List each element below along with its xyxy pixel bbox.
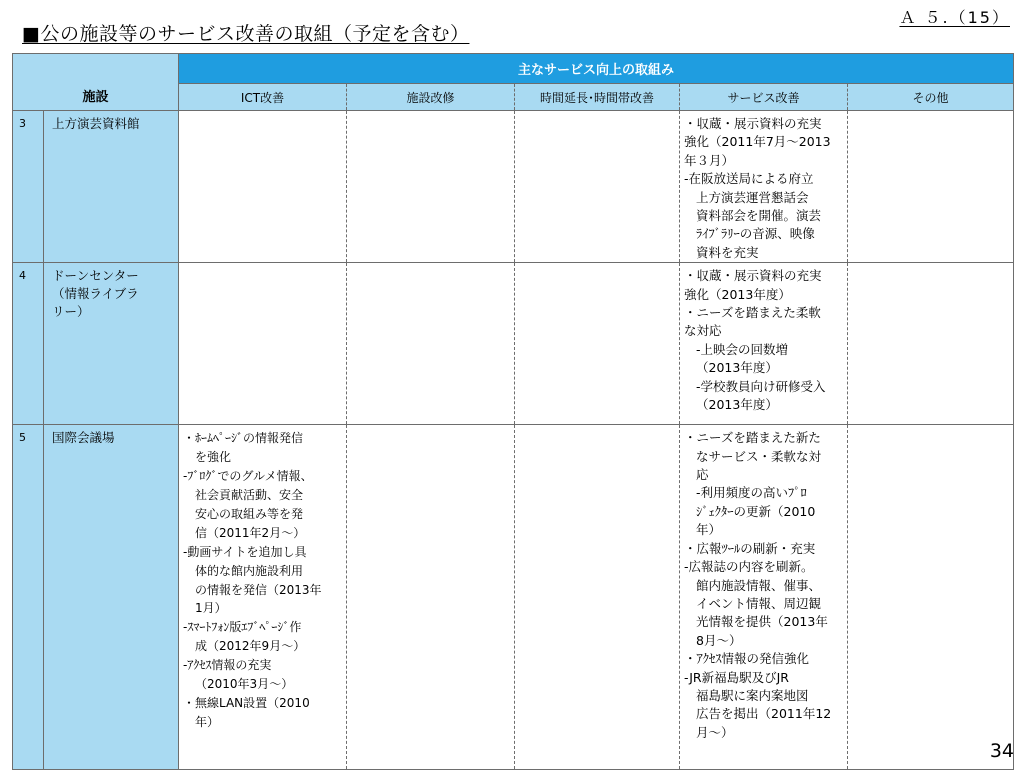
cell-text-line: 8月～） — [696, 632, 742, 648]
ict-cell — [179, 111, 347, 263]
facility-name-line: （情報ライブラ — [52, 286, 139, 302]
hours-cell — [515, 111, 680, 263]
page-number: 34 — [989, 740, 1014, 762]
page-reference: Ａ ５.（15） — [899, 8, 1010, 27]
table-row — [13, 263, 1014, 425]
column-header-facility-renovation: 施設改修 — [347, 84, 515, 111]
cell-text-line: ・ニーズを踏まえた柔軟 — [684, 305, 821, 321]
other-cell — [848, 111, 1014, 263]
table-row — [13, 425, 1014, 770]
cell-text-line: -動画サイトを追加し具 — [183, 544, 307, 559]
cell-text-line: ・ﾎｰﾑﾍﾟｰｼﾞの情報発信 — [183, 431, 304, 446]
cell-text-line: -JR新福島駅及びJR — [684, 669, 789, 685]
table-row — [13, 111, 1014, 263]
cell-text-line: 資料部会を開催。演芸 — [696, 208, 822, 224]
row-number: 3 — [13, 111, 44, 263]
cell-text-line: -ﾌﾞﾛｸﾞでのグルメ情報、 — [183, 469, 313, 484]
cell-text-line: ・ｱｸｾｽ情報の発信強化 — [684, 651, 810, 667]
row-number: 5 — [13, 425, 44, 770]
facility-renovation-cell — [347, 425, 515, 770]
cell-text-line: 年３月） — [684, 152, 735, 168]
facility-column-header: 施設 — [13, 54, 179, 111]
facility-name — [44, 111, 179, 263]
cell-text-line: を強化 — [195, 450, 232, 465]
facility-name-line: ドーンセンター — [52, 268, 139, 284]
cell-text-line: -ｱｸｾｽ情報の充実 — [183, 658, 272, 673]
service-improvement-cell — [680, 111, 848, 263]
other-cell — [848, 263, 1014, 425]
cell-text-line: 福島駅に案内案地図 — [696, 687, 809, 703]
cell-text-line: ｼﾞｪｸﾀｰの更新（2010 — [696, 503, 816, 519]
cell-text-line: 上方演芸運営懇話会 — [696, 189, 809, 205]
cell-text-line: （2013年度） — [696, 360, 778, 376]
cell-text-line: -利用頻度の高いﾌﾟﾛ — [696, 485, 807, 501]
cell-text-line: ・収蔵・展示資料の充実 — [684, 268, 822, 284]
hours-cell — [515, 425, 680, 770]
row-number: 4 — [13, 263, 44, 425]
facility-name — [44, 263, 179, 425]
page-title: ■公の施設等のサービス改善の取組（予定を含む） — [22, 23, 470, 45]
ict-cell — [179, 263, 347, 425]
cell-text-line: -学校教員向け研修受入 — [696, 378, 826, 394]
cell-text-line: の情報を発信（2013年 — [195, 582, 322, 597]
cell-text-line: 強化（2013年度） — [684, 286, 791, 302]
service-improvement-cell — [680, 263, 848, 425]
ict-cell — [179, 425, 347, 770]
cell-text-line: （2010年3月～） — [195, 677, 294, 692]
facility-name-line: 上方演芸資料館 — [52, 116, 140, 131]
cell-text-line: ・広報ﾂｰﾙの刷新・充実 — [684, 540, 816, 556]
service-improvement-table — [12, 53, 1014, 770]
cell-text-line: 年） — [195, 714, 220, 729]
cell-text-line: 強化（2011年7月～2013 — [684, 134, 831, 150]
cell-text-line: ・無線LAN設置（2010 — [183, 695, 310, 710]
cell-text-line: -上映会の回数増 — [696, 341, 789, 357]
cell-text-line: イベント情報、周辺観 — [696, 595, 822, 611]
cell-text-line: ﾗｲﾌﾞﾗﾘｰの音源、映像 — [696, 226, 815, 242]
cell-text-line: な対応 — [684, 323, 722, 339]
cell-text-line: 社会貢献活動、安全 — [195, 487, 304, 502]
cell-text-line: 広告を掲出（2011年12 — [696, 706, 832, 722]
cell-text-line: 1月） — [195, 601, 227, 616]
column-header-service-improvement: サービス改善 — [680, 84, 848, 111]
service-improvement-cell — [680, 425, 848, 770]
cell-text-line: 年） — [696, 522, 722, 538]
facility-renovation-cell — [347, 263, 515, 425]
cell-text-line: -在阪放送局による府立 — [684, 171, 814, 187]
cell-text-line: 応 — [696, 467, 709, 483]
cell-text-line: 信（2011年2月～） — [195, 525, 306, 540]
cell-text-line: ・ニーズを踏まえた新た — [684, 430, 821, 446]
cell-text-line: （2013年度） — [696, 397, 778, 413]
other-cell — [848, 425, 1014, 770]
cell-text-line: ・収蔵・展示資料の充実 — [684, 116, 822, 131]
cell-text-line: 月～） — [696, 724, 734, 740]
facility-renovation-cell — [347, 111, 515, 263]
facility-name — [44, 425, 179, 770]
cell-text-line: 安心の取組み等を発 — [195, 506, 304, 521]
cell-text-line: 資料を充実 — [696, 244, 759, 260]
cell-text-line: 光情報を提供（2013年 — [696, 614, 828, 630]
column-header-hours-extension: 時間延長･時間帯改善 — [515, 84, 680, 111]
main-initiatives-header: 主なサービス向上の取組み — [179, 54, 1014, 84]
column-header-ict: ICT改善 — [179, 84, 347, 111]
cell-text-line: なサービス・柔軟な対 — [696, 448, 822, 464]
cell-text-line: 体的な館内施設利用 — [195, 563, 304, 578]
cell-text-line: -ｽﾏｰﾄﾌｫﾝ版ｴﾌﾞﾍﾟｰｼﾞ作 — [183, 620, 302, 635]
facility-name-line: リー） — [52, 304, 90, 320]
facility-name-line: 国際会議場 — [52, 430, 115, 446]
hours-cell — [515, 263, 680, 425]
column-header-other: その他 — [848, 84, 1014, 111]
cell-text-line: 館内施設情報、催事、 — [696, 577, 822, 593]
cell-text-line: 成（2012年9月～） — [195, 639, 306, 654]
cell-text-line: -広報誌の内容を刷新。 — [684, 559, 814, 575]
